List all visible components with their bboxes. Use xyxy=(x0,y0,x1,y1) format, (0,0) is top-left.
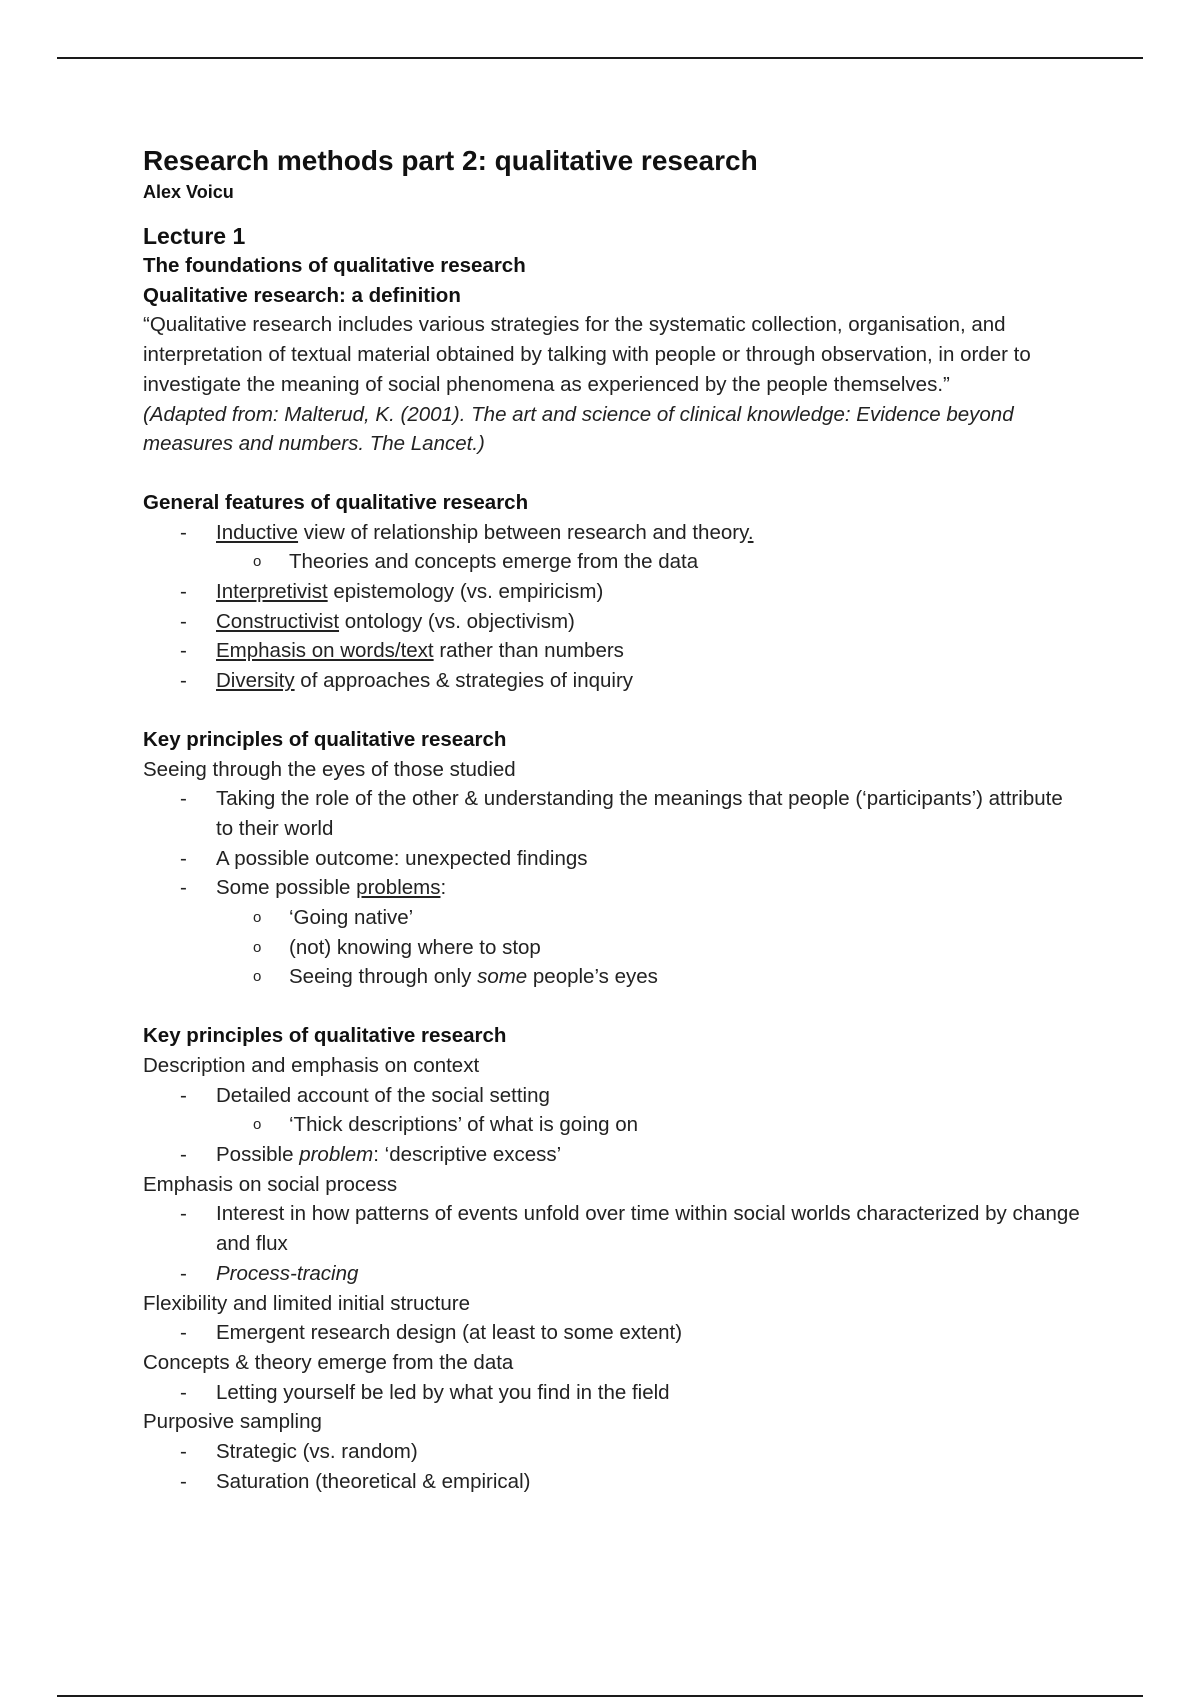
sub-list-item xyxy=(216,962,1083,992)
list-item xyxy=(143,1437,1083,1467)
definition-citation: (Adapted from: Malterud, K. (2001). The art and science of clinical knowledge: Evidence beyond measures and numbers. The Lancet.) xyxy=(143,402,1014,456)
list-item xyxy=(143,1259,1083,1289)
list-item xyxy=(143,844,1083,874)
list-item-text: Letting yourself be led by what you find in the field xyxy=(216,1380,670,1404)
list-item xyxy=(143,577,1083,607)
term-underlined: Interpretivist xyxy=(216,580,328,604)
dash-bullet: - xyxy=(180,1261,187,1285)
list-item-trail: : ‘descriptive excess’ xyxy=(373,1142,562,1166)
list-item xyxy=(143,1199,1083,1258)
section-intro: Description and emphasis on context xyxy=(143,1053,480,1077)
document-author: Alex Voicu xyxy=(143,182,234,202)
list-item xyxy=(143,1378,1083,1408)
list-item-text: Emergent research design (at least to some extent) xyxy=(216,1321,683,1345)
concepts-list xyxy=(143,1378,1083,1408)
dash-bullet: - xyxy=(180,669,187,693)
sub-list-item xyxy=(216,933,1083,963)
lecture-heading: Lecture 1 xyxy=(143,223,246,249)
circle-bullet: o xyxy=(253,968,262,986)
list-item xyxy=(143,518,1083,577)
key-principles-heading: Key principles of qualitative research xyxy=(143,727,507,751)
list-item-text: rather than numbers xyxy=(433,639,624,663)
document-body xyxy=(143,143,1083,1496)
section-intro: Emphasis on social process xyxy=(143,1172,398,1196)
list-item-text: of approaches & strategies of inquiry xyxy=(294,669,634,693)
list-item-text: view of relationship between research and theory xyxy=(298,520,748,544)
dash-bullet: - xyxy=(180,639,187,663)
dash-bullet: - xyxy=(180,1321,187,1345)
dash-bullet: - xyxy=(180,1083,187,1107)
list-item xyxy=(143,1081,1083,1140)
term-underlined: Inductive xyxy=(216,520,299,544)
list-item-text: Interest in how patterns of events unfold over time within social worlds characterized by change and flux xyxy=(216,1202,1080,1256)
sub-list-item-text: Seeing through only xyxy=(289,965,478,989)
list-item-text: Some possible xyxy=(216,876,357,900)
dash-bullet: - xyxy=(180,1142,187,1166)
section-intro: Flexibility and limited initial structure xyxy=(143,1291,470,1315)
dash-bullet: - xyxy=(180,1469,187,1493)
key-principles-list xyxy=(143,784,1083,992)
sub-list xyxy=(216,1110,1083,1140)
list-item xyxy=(143,873,1083,992)
sub-list-item-text: ‘Thick descriptions’ of what is going on xyxy=(289,1113,639,1137)
list-item-text: Detailed account of the social setting xyxy=(216,1083,550,1107)
term-underlined: problems xyxy=(356,876,441,900)
sub-list-item xyxy=(216,1110,1083,1140)
list-item xyxy=(143,1467,1083,1497)
list-item-trail: : xyxy=(440,876,447,900)
dash-bullet: - xyxy=(180,876,187,900)
dash-bullet: - xyxy=(180,580,187,604)
emphasis-text: problem xyxy=(299,1142,374,1166)
circle-bullet: o xyxy=(253,909,262,927)
list-item-text: Saturation (theoretical & empirical) xyxy=(216,1469,531,1493)
term-underlined: Emphasis on words/text xyxy=(216,639,434,663)
dash-bullet: - xyxy=(180,1440,187,1464)
section-intro: Concepts & theory emerge from the data xyxy=(143,1350,514,1374)
list-item-text: ontology (vs. objectivism) xyxy=(339,609,575,633)
list-item xyxy=(143,636,1083,666)
dash-bullet: - xyxy=(180,846,187,870)
sub-list-item-text: Theories and concepts emerge from the data xyxy=(289,550,699,574)
section-intro: Seeing through the eyes of those studied xyxy=(143,757,516,781)
dash-bullet: - xyxy=(180,520,187,544)
sampling-list xyxy=(143,1437,1083,1496)
term-underlined: Diversity xyxy=(216,669,295,693)
list-item-text: epistemology (vs. empiricism) xyxy=(327,580,604,604)
general-features-heading: General features of qualitative research xyxy=(143,490,529,514)
list-item xyxy=(143,784,1083,843)
list-item-text: Taking the role of the other & understanding the meanings that people (‘participants’) attribute to their world xyxy=(216,787,1063,840)
definition-heading: Qualitative research: a definition xyxy=(143,283,461,307)
sub-list-item-trail: people’s eyes xyxy=(527,965,658,989)
sub-list-item-text: (not) knowing where to stop xyxy=(289,935,541,959)
list-item-text: A possible outcome: unexpected findings xyxy=(216,846,588,870)
dash-bullet: - xyxy=(180,787,187,811)
list-item-text: Process-tracing xyxy=(216,1261,359,1285)
lecture-subheading: The foundations of qualitative research xyxy=(143,254,526,277)
key-principles-heading-2: Key principles of qualitative research xyxy=(143,1024,507,1048)
list-item-trail: . xyxy=(747,520,754,544)
dash-bullet: - xyxy=(180,1202,187,1226)
emphasis-text: some xyxy=(477,965,528,989)
circle-bullet: o xyxy=(253,553,262,571)
flexibility-list xyxy=(143,1318,1083,1348)
dash-bullet: - xyxy=(180,1380,187,1404)
list-item xyxy=(143,607,1083,637)
list-item-text: Strategic (vs. random) xyxy=(216,1440,418,1464)
general-features-list xyxy=(143,518,1083,696)
term-underlined: Constructivist xyxy=(216,609,340,633)
footer-rule xyxy=(57,1695,1143,1697)
list-item xyxy=(143,1318,1083,1348)
context-list xyxy=(143,1081,1083,1170)
sub-list-item-text: ‘Going native’ xyxy=(289,906,414,930)
list-item xyxy=(143,1140,1083,1170)
circle-bullet: o xyxy=(253,1116,262,1134)
definition-quote: “Qualitative research includes various strategies for the systematic collection, organisation, and interpretation of textual material obtained by talking with people or through observation, in order to investigate the meaning of social phenomena as experienced by the people themselves.” xyxy=(143,313,1031,396)
sub-list xyxy=(216,903,1083,992)
sub-list-item xyxy=(216,547,1083,577)
list-item xyxy=(143,666,1083,696)
sub-list xyxy=(216,547,1083,577)
header-rule xyxy=(57,57,1143,59)
document-title: Research methods part 2: qualitative research xyxy=(143,145,758,176)
sub-list-item xyxy=(216,903,1083,933)
circle-bullet: o xyxy=(253,938,262,956)
process-list xyxy=(143,1199,1083,1288)
list-item-text: Possible xyxy=(216,1142,300,1166)
section-intro: Purposive sampling xyxy=(143,1410,322,1434)
dash-bullet: - xyxy=(180,609,187,633)
